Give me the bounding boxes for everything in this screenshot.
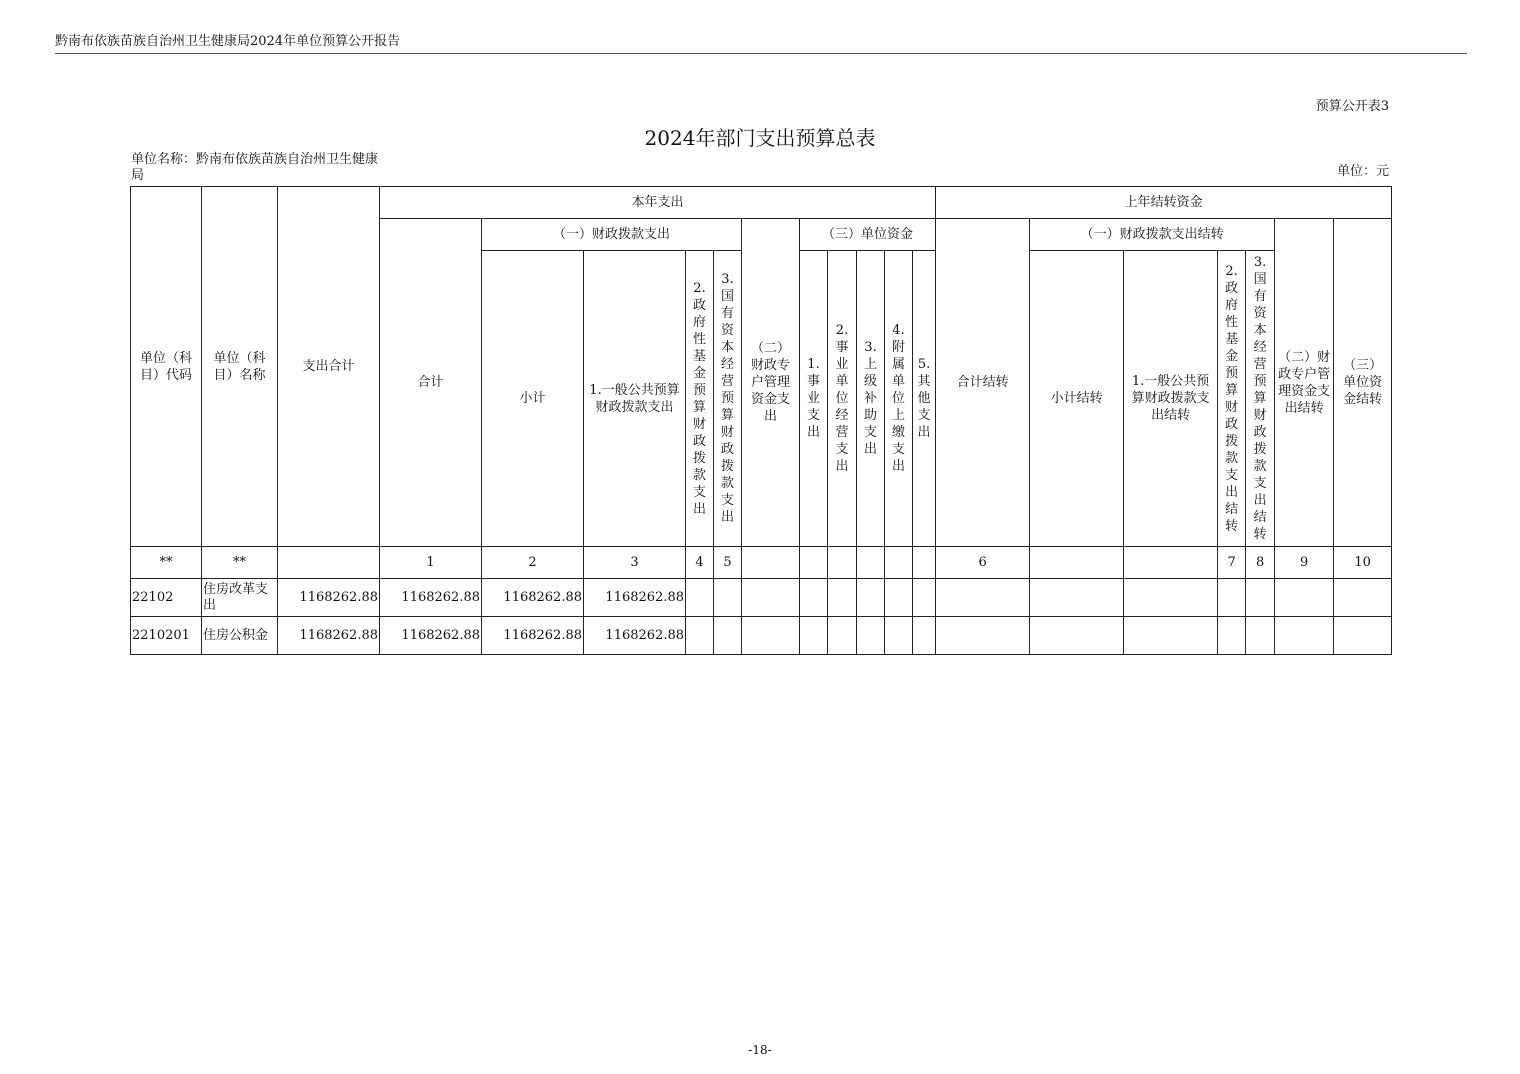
row-current-sum: 1168262.88 — [380, 579, 482, 617]
row-name: 住房公积金 — [202, 617, 278, 655]
index-cell: 6 — [936, 547, 1030, 579]
index-cell — [742, 547, 800, 579]
header-unit-subsidy: 3.上级补助支出 — [857, 251, 885, 547]
report-header-title: 黔南布依族苗族自治州卫生健康局2024年单位预算公开报告 — [55, 34, 401, 49]
empty-cell — [1334, 579, 1392, 617]
header-current-fiscal: （一）财政拨款支出 — [482, 219, 742, 251]
empty-cell — [1246, 579, 1275, 617]
page-title: 2024年部门支出预算总表 — [644, 126, 876, 150]
header-prior-unit-funds: （三）单位资金结转 — [1334, 219, 1392, 547]
header-current-stateasset: 3.国有资本经营预算财政拨款支出 — [714, 251, 742, 547]
index-cell: 7 — [1218, 547, 1246, 579]
index-cell: 1 — [380, 547, 482, 579]
header-unit-business: 1.事业支出 — [800, 251, 828, 547]
header-divider — [55, 53, 1467, 54]
empty-cell — [1218, 617, 1246, 655]
empty-cell — [828, 579, 857, 617]
empty-cell — [857, 617, 885, 655]
empty-cell — [1218, 579, 1246, 617]
empty-cell — [1030, 579, 1124, 617]
header-total-expenditure: 支出合计 — [278, 187, 380, 547]
index-cell: ** — [131, 547, 202, 579]
empty-cell — [714, 617, 742, 655]
empty-cell — [936, 617, 1030, 655]
header-unit-code: 单位（科目）代码 — [131, 187, 202, 547]
header-unit-other: 5.其他支出 — [913, 251, 936, 547]
index-cell — [800, 547, 828, 579]
header-current-unit-funds: （三）单位资金 — [800, 219, 936, 251]
column-index-row — [131, 547, 1392, 579]
expenditure-budget-table — [130, 186, 1392, 655]
empty-cell — [936, 579, 1030, 617]
empty-cell — [1124, 617, 1218, 655]
empty-cell — [885, 617, 913, 655]
currency-unit: 单位：元 — [1336, 164, 1389, 179]
empty-cell — [913, 617, 936, 655]
row-total: 1168262.88 — [278, 579, 380, 617]
index-cell: 10 — [1334, 547, 1392, 579]
index-cell — [828, 547, 857, 579]
header-current-govfund: 2.政府性基金预算财政拨款支出 — [686, 251, 714, 547]
empty-cell — [857, 579, 885, 617]
unit-name: 单位名称：黔南布依族苗族自治州卫生健康局 — [131, 152, 379, 183]
empty-cell — [828, 617, 857, 655]
index-cell: 9 — [1275, 547, 1334, 579]
empty-cell — [885, 579, 913, 617]
empty-cell — [742, 617, 800, 655]
table-row — [131, 617, 1392, 655]
index-cell: 3 — [584, 547, 686, 579]
empty-cell — [1334, 617, 1392, 655]
header-prior-govfund: 2.政府性基金预算财政拨款支出结转 — [1218, 251, 1246, 547]
empty-cell — [913, 579, 936, 617]
index-cell — [1030, 547, 1124, 579]
row-total: 1168262.88 — [278, 617, 380, 655]
index-cell: 5 — [714, 547, 742, 579]
header-prior-sum: 合计结转 — [936, 219, 1030, 547]
empty-cell — [1246, 617, 1275, 655]
page-number: -18- — [748, 1043, 772, 1057]
header-current-sum: 合计 — [380, 219, 482, 547]
header-unit-name: 单位（科目）名称 — [202, 187, 278, 547]
header-current-special: （二）财政专户管理资金支出 — [742, 219, 800, 547]
index-cell: 2 — [482, 547, 584, 579]
empty-cell — [1124, 579, 1218, 617]
empty-cell — [800, 617, 828, 655]
empty-cell — [800, 579, 828, 617]
index-cell — [857, 547, 885, 579]
header-current-year: 本年支出 — [380, 187, 936, 219]
row-subtotal: 1168262.88 — [482, 579, 584, 617]
empty-cell — [1275, 579, 1334, 617]
index-cell — [278, 547, 380, 579]
index-cell — [885, 547, 913, 579]
header-prior-subtotal: 小计结转 — [1030, 251, 1124, 547]
row-code: 22102 — [131, 579, 202, 617]
index-cell: 8 — [1246, 547, 1275, 579]
row-current-sum: 1168262.88 — [380, 617, 482, 655]
header-prior-year-carryover: 上年结转资金 — [936, 187, 1392, 219]
header-current-general: 1.一般公共预算财政拨款支出 — [584, 251, 686, 547]
index-cell: 4 — [686, 547, 714, 579]
empty-cell — [686, 579, 714, 617]
form-number: 预算公开表3 — [1315, 99, 1389, 114]
row-name: 住房改革支出 — [202, 579, 278, 617]
row-general: 1168262.88 — [584, 617, 686, 655]
header-prior-special: （二）财政专户管理资金支出结转 — [1275, 219, 1334, 547]
empty-cell — [1275, 617, 1334, 655]
empty-cell — [714, 579, 742, 617]
row-code: 2210201 — [131, 617, 202, 655]
header-current-subtotal: 小计 — [482, 251, 584, 547]
header-prior-general: 1.一般公共预算财政拨款支出结转 — [1124, 251, 1218, 547]
header-prior-fiscal: （一）财政拨款支出结转 — [1030, 219, 1275, 251]
header-unit-affiliate: 4.附属单位上缴支出 — [885, 251, 913, 547]
empty-cell — [686, 617, 714, 655]
index-cell: ** — [202, 547, 278, 579]
empty-cell — [742, 579, 800, 617]
header-unit-operation: 2.事业单位经营支出 — [828, 251, 857, 547]
index-cell — [913, 547, 936, 579]
table-row — [131, 579, 1392, 617]
row-subtotal: 1168262.88 — [482, 617, 584, 655]
row-general: 1168262.88 — [584, 579, 686, 617]
header-prior-stateasset: 3.国有资本经营预算财政拨款支出结转 — [1246, 251, 1275, 547]
index-cell — [1124, 547, 1218, 579]
empty-cell — [1030, 617, 1124, 655]
